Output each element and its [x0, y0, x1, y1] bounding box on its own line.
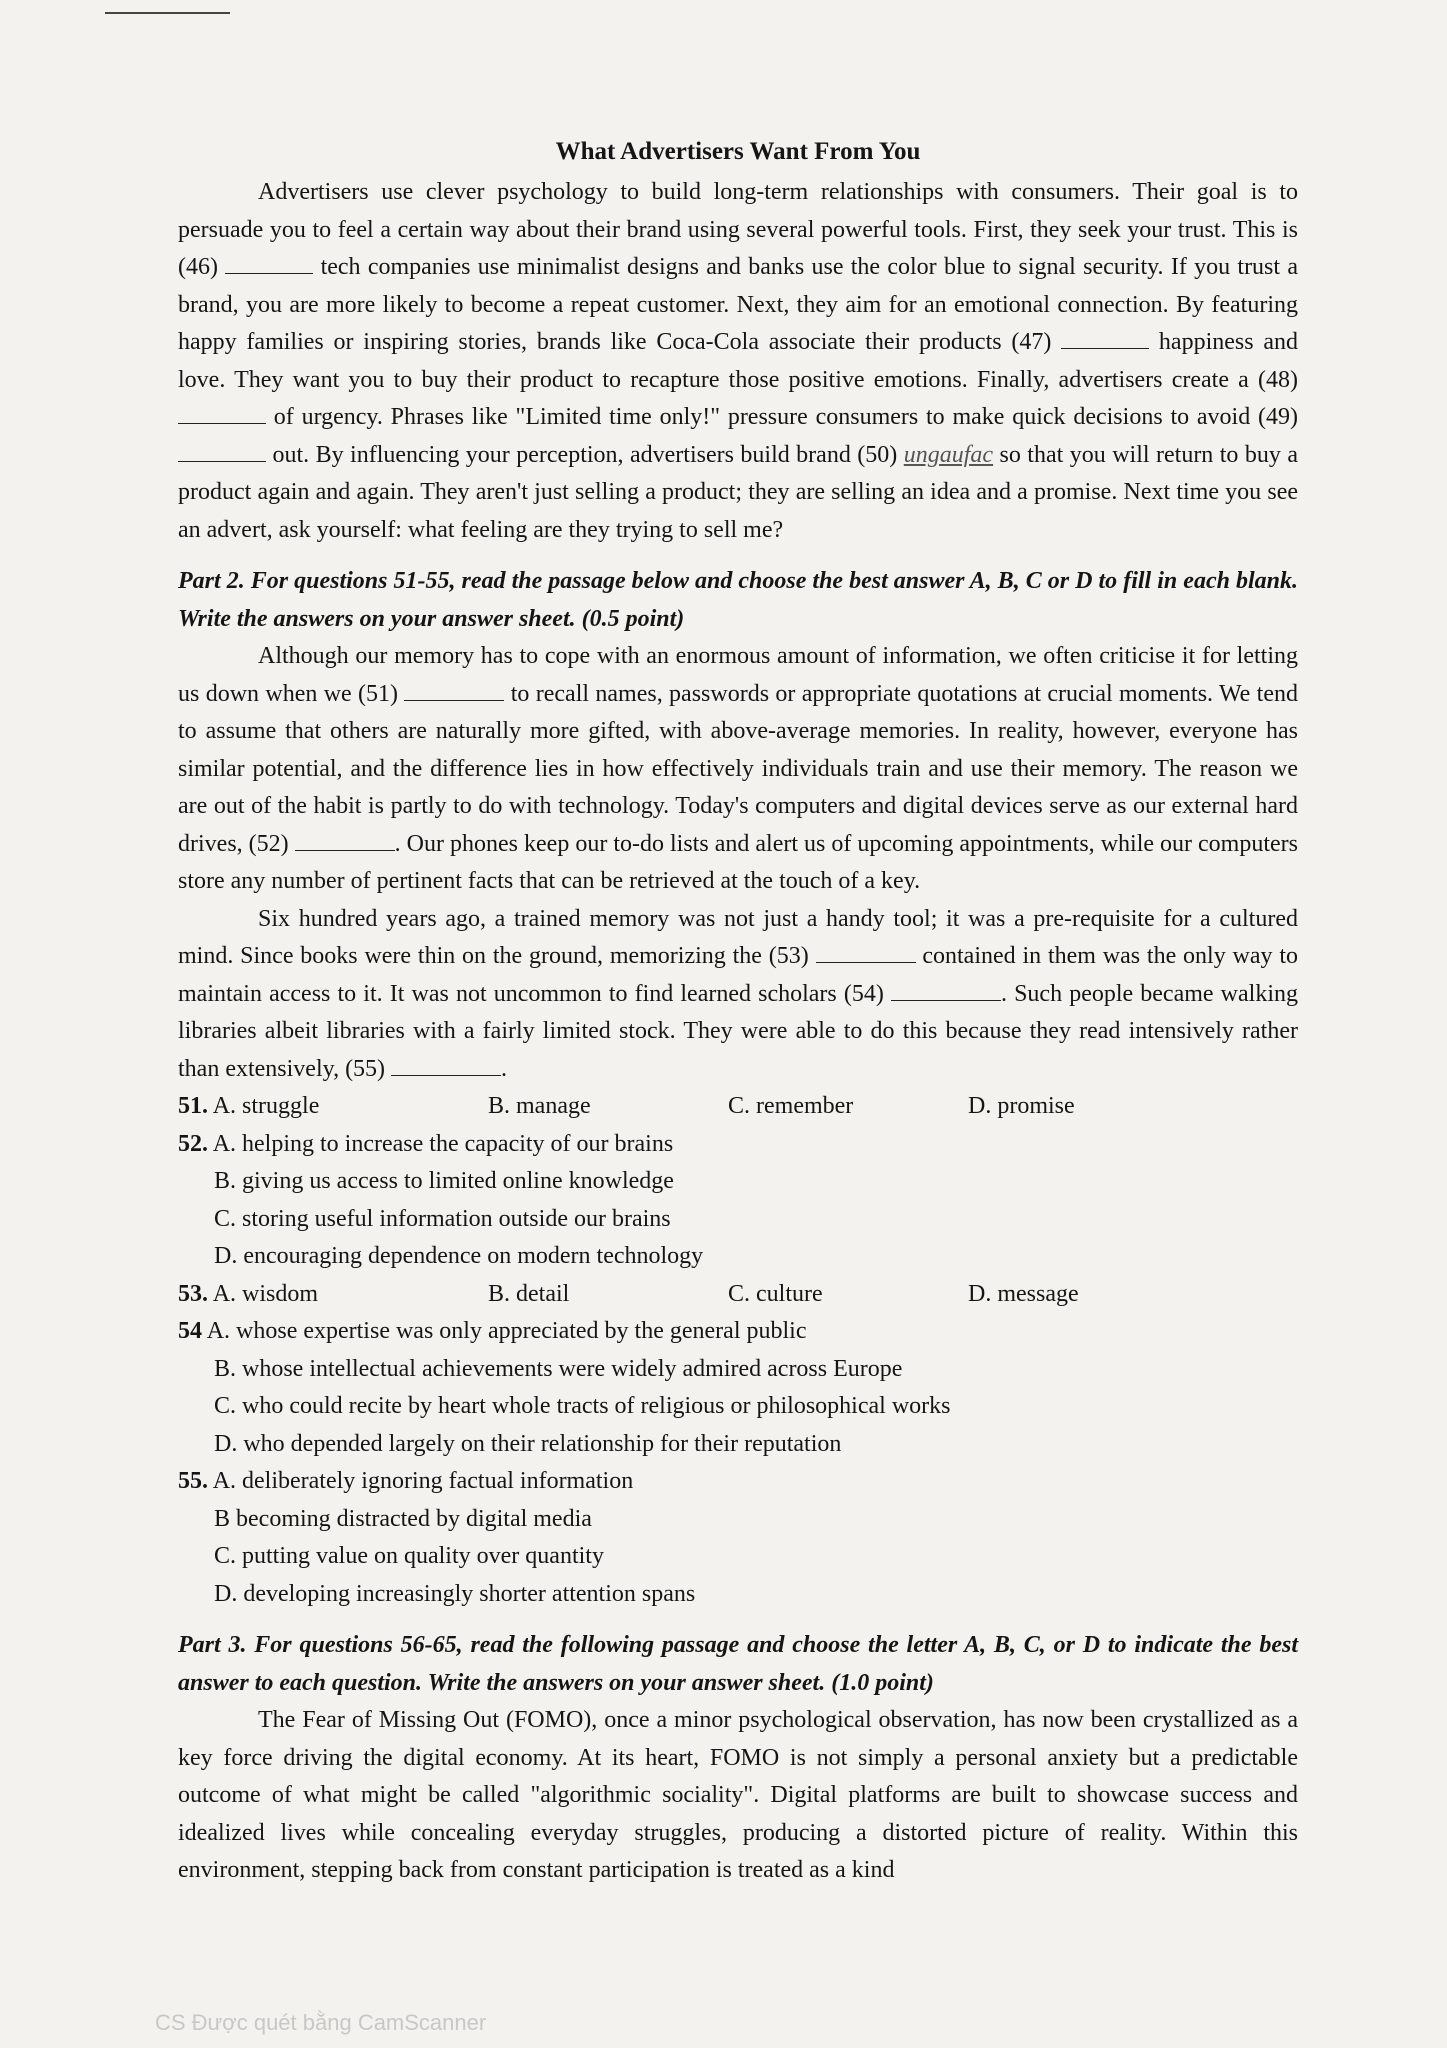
text: Although our memory has to cope with an enormous amount of information, we often criticise it for letting us down when we (51): [178, 643, 1298, 707]
text: to recall names, passwords or appropriate quotations at crucial moments. We tend to assume that others are naturally more gifted, with above-average memories. In reality, however, everyone has similar potential, and the difference lies in how effectively individuals train and use their memory. The reason we are out of the habit is partly to do with technology. Today's computers and digital devices serve as our external hard drives, (52): [178, 680, 1299, 857]
blank-47[interactable]: [1061, 328, 1149, 349]
question-53: [178, 1276, 1298, 1314]
handwritten-answer-50: ungaufac: [903, 441, 994, 468]
passage-advertisers: [178, 174, 1298, 549]
option-53-a[interactable]: [178, 1276, 488, 1314]
option-text: A. helping to increase the capacity of our brains: [212, 1130, 674, 1157]
text: happiness and love. They want you to buy their product to recapture those positive emotions. Finally, advertisers create a (48): [178, 329, 1299, 393]
option-text: A. deliberately ignoring factual information: [212, 1468, 634, 1494]
option-52-c[interactable]: C. storing useful information outside our brains: [214, 1205, 671, 1232]
part3-paragraph: The Fear of Missing Out (FOMO), once a minor psychological observation, has now been crystallized as a key force driving the digital economy. At its heart, FOMO is not simply a personal anxiety but a predictable outcome of what might be called "algorithmic sociality". Digital platforms are built to showcase success and idealized lives while concealing everyday struggles, producing a distorted picture of reality. Within this environment, stepping back from constant participation is treated as a kind: [178, 1707, 1298, 1883]
text: of urgency. Phrases like "Limited time only!" pressure consumers to make quick decisions to avoid (49): [266, 404, 1298, 430]
option-55-c[interactable]: C. putting value on quality over quantity: [214, 1543, 604, 1569]
option-53-c[interactable]: C. culture: [728, 1280, 823, 1307]
part2-heading: Part 2. For questions 51-55, read the passage below and choose the best answer A, B, C or D to fill in each blank. Write the answers on your answer sheet. (0.5 point): [178, 568, 1298, 632]
option-55-a[interactable]: [178, 1463, 1298, 1501]
text: . Such people became walking libraries albeit libraries with a fairly limited stock. They were able to do this because they read intensively rather than extensively, (55): [178, 980, 1298, 1082]
scan-edge-line: [105, 12, 230, 14]
option-53-b[interactable]: B. detail: [488, 1280, 570, 1307]
question-number: 51.: [178, 1093, 208, 1119]
blank-49[interactable]: [178, 441, 266, 462]
option-55-d[interactable]: D. developing increasingly shorter attention spans: [214, 1580, 696, 1607]
option-54-d[interactable]: D. who depended largely on their relationship for their reputation: [214, 1430, 842, 1457]
option-52-d[interactable]: D. encouraging dependence on modern technology: [214, 1243, 704, 1269]
blank-46[interactable]: [225, 253, 313, 274]
text: Advertisers use clever psychology to build long-term relationships with consumers. Their goal is to persuade you to feel a certain way about their brand using several powerful tools. First, they seek your trust. This is (46): [178, 179, 1298, 280]
text: contained in them was the only way to maintain access to it. It was not uncommon to find learned scholars (54): [178, 943, 1299, 1007]
text: . Our phones keep our to-do lists and alert us of upcoming appointments, while our computers store any number of pertinent facts that can be retrieved at the touch of a key.: [178, 830, 1299, 894]
option-53-d[interactable]: D. message: [968, 1280, 1079, 1307]
text: out. By influencing your perception, advertisers build brand (50): [266, 441, 904, 468]
option-51-a[interactable]: [178, 1088, 488, 1126]
option-54-c[interactable]: C. who could recite by heart whole tracts of religious or philosophical works: [214, 1393, 951, 1419]
blank-54[interactable]: [891, 980, 1001, 1001]
option-54-b[interactable]: B. whose intellectual achievements were widely admired across Europe: [214, 1355, 903, 1382]
camscanner-watermark: CS Được quét bằng CamScanner: [155, 2010, 487, 2035]
text: .: [501, 1055, 508, 1082]
question-51: [178, 1088, 1298, 1126]
option-51-b[interactable]: B. manage: [488, 1093, 591, 1119]
option-54-a[interactable]: [178, 1313, 1298, 1351]
option-51-d[interactable]: D. promise: [968, 1093, 1075, 1119]
blank-55[interactable]: [391, 1055, 501, 1076]
blank-53[interactable]: [816, 942, 916, 963]
option-text: A. whose expertise was only appreciated by the general public: [206, 1318, 807, 1344]
question-number: 52.: [178, 1130, 208, 1157]
blank-52[interactable]: [295, 830, 395, 851]
option-55-b[interactable]: B becoming distracted by digital media: [214, 1505, 592, 1532]
text: Six hundred years ago, a trained memory was not just a handy tool; it was a pre-requisite for a cultured mind. Since books were thin on the ground, memorizing the (53): [178, 905, 1298, 969]
option-text: A. wisdom: [212, 1280, 319, 1307]
question-number: 55.: [178, 1468, 208, 1494]
option-52-a[interactable]: [178, 1126, 1298, 1164]
option-52-b[interactable]: B. giving us access to limited online knowledge: [214, 1168, 674, 1194]
question-number: 53.: [178, 1280, 208, 1307]
blank-48[interactable]: [178, 403, 266, 424]
blank-51[interactable]: [404, 680, 504, 701]
part2-paragraph-1: [178, 638, 1298, 901]
part3-heading: Part 3. For questions 56-65, read the following passage and choose the letter A, B, C, or D to indicate the best answer to each question. Write the answers on your answer sheet. (1.0 point): [178, 1632, 1298, 1696]
passage-title: What Advertisers Want From You: [555, 138, 921, 165]
part2-paragraph-2: [178, 901, 1298, 1089]
document-page: [178, 138, 1298, 1890]
question-number: 54: [178, 1318, 202, 1344]
text: so that you will return to buy a product again and again. They aren't just selling a product; they are selling an idea and a promise. Next time you see an advert, ask yourself: what feeling are they trying to sell me?: [178, 441, 1298, 543]
option-text: A. struggle: [212, 1093, 320, 1119]
option-51-c[interactable]: C. remember: [728, 1093, 854, 1119]
text: tech companies use minimalist designs and banks use the color blue to signal security. If you trust a brand, you are more likely to become a repeat customer. Next, they aim for an emotional connection. By featuring happy families or inspiring stories, brands like Coca-Cola associate their products (47): [178, 254, 1299, 355]
